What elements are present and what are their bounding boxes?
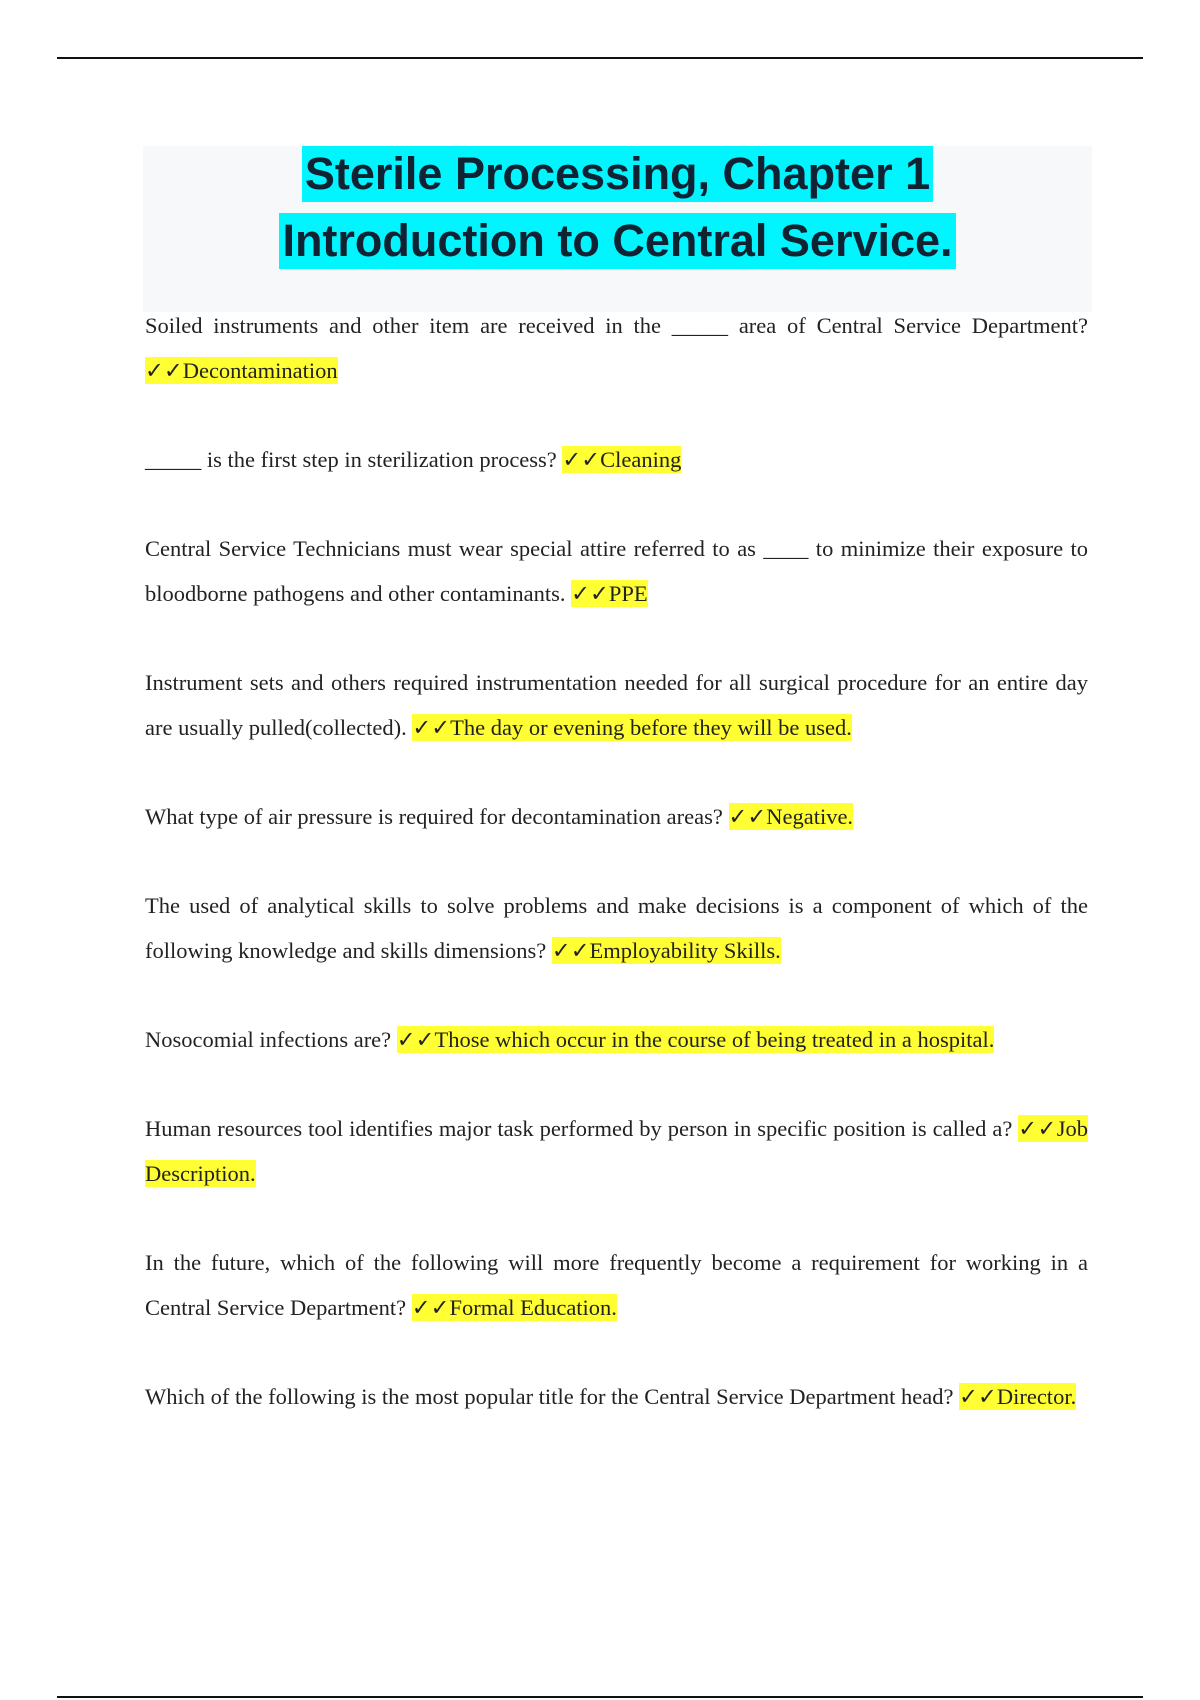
title-line-2: Introduction to Central Service. (279, 213, 955, 269)
qa-item (145, 1106, 1088, 1196)
answer-highlight: ✓✓Formal Education. (411, 1295, 617, 1320)
qa-item (145, 660, 1088, 750)
answer-highlight: ✓✓Employability Skills. (551, 938, 781, 963)
qa-list (145, 303, 1088, 1463)
qa-item (145, 303, 1088, 393)
qa-item (145, 1017, 1088, 1062)
question-text: Soiled instruments and other item are received in the _____ area of Central Service Department? (145, 313, 1088, 338)
bottom-rule (57, 1696, 1143, 1698)
qa-item (145, 883, 1088, 973)
top-rule (57, 57, 1143, 59)
page-title (143, 146, 1092, 280)
answer-highlight: ✓✓Job Description. (145, 1116, 1088, 1186)
question-text: Nosocomial infections are? (145, 1027, 397, 1052)
answer-highlight: ✓✓The day or evening before they will be used. (412, 715, 852, 740)
answer-highlight: ✓✓PPE (571, 581, 648, 606)
qa-item (145, 1240, 1088, 1330)
answer-highlight: ✓✓Decontamination (145, 358, 338, 383)
question-text: Instrument sets and others required instrumentation needed for all surgical procedure for an entire day are usually pulled(collected). (145, 670, 1088, 740)
question-text: In the future, which of the following will more frequently become a requirement for working in a Central Service Department? (145, 1250, 1088, 1320)
question-text: Which of the following is the most popular title for the Central Service Department head? (145, 1384, 960, 1409)
qa-item (145, 1374, 1088, 1419)
question-text: Central Service Technicians must wear special attire referred to as ____ to minimize their exposure to bloodborne pathogens and other contaminants. (145, 536, 1088, 606)
title-banner (143, 146, 1092, 312)
qa-item (145, 437, 1088, 482)
answer-highlight: ✓✓Negative. (728, 804, 854, 829)
question-text: Human resources tool identifies major task performed by person in specific position is called a? (145, 1116, 1019, 1141)
answer-highlight: ✓✓Those which occur in the course of being treated in a hospital. (396, 1027, 995, 1052)
answer-highlight: ✓✓Cleaning (562, 447, 682, 472)
answer-highlight: ✓✓Director. (959, 1384, 1077, 1409)
question-text: _____ is the first step in sterilization process? (145, 447, 563, 472)
qa-item (145, 794, 1088, 839)
question-text: What type of air pressure is required for decontamination areas? (145, 804, 729, 829)
title-line-1: Sterile Processing, Chapter 1 (302, 146, 933, 202)
qa-item (145, 526, 1088, 616)
question-text: The used of analytical skills to solve problems and make decisions is a component of which of the following knowledge and skills dimensions? (145, 893, 1088, 963)
